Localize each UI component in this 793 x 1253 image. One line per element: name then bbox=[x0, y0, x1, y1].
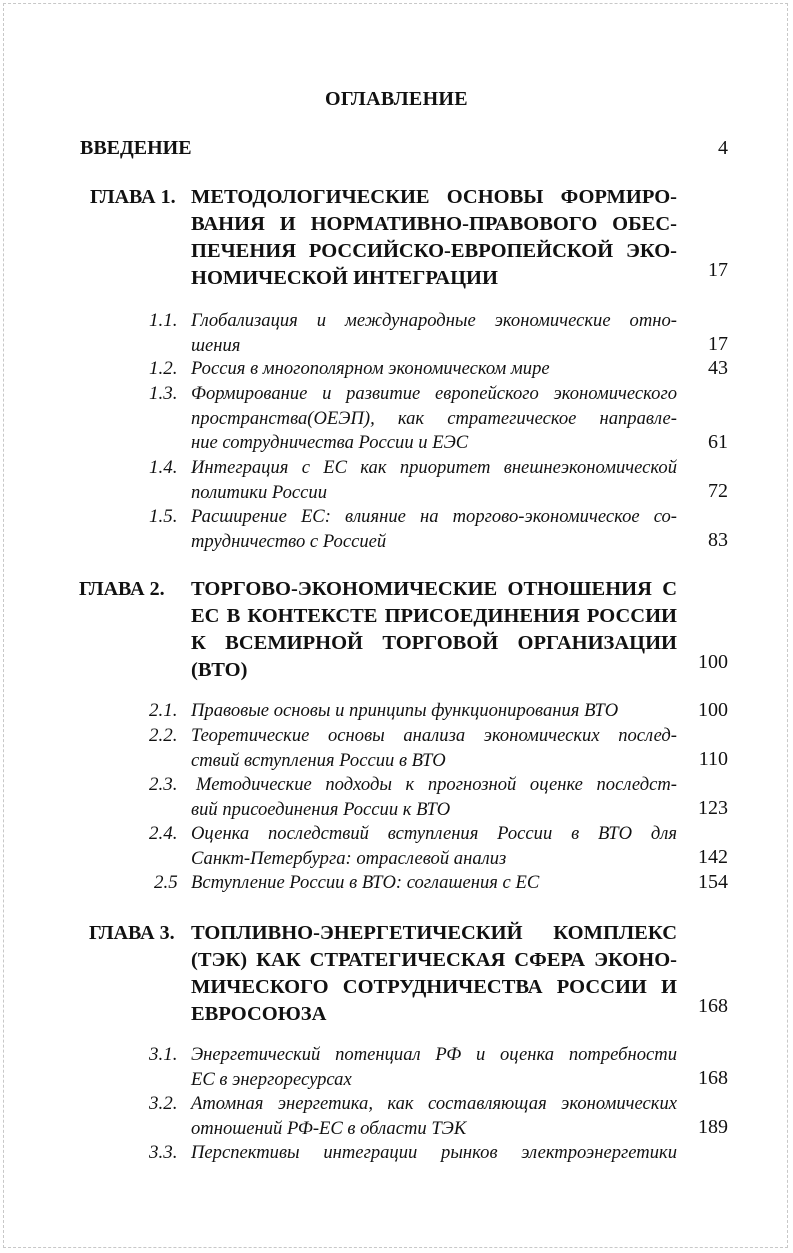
section-number: 2.2. bbox=[149, 725, 178, 746]
section-number: 3.3. bbox=[149, 1142, 178, 1163]
chapter-title-line: (ТЭК) КАК СТРАТЕГИЧЕСКАЯ СФЕРА ЭКОНО- bbox=[191, 949, 677, 971]
section-title bbox=[191, 382, 677, 456]
chapter-title-line: ТОПЛИВНО-ЭНЕРГЕТИЧЕСКИЙ КОМПЛЕКС bbox=[191, 922, 677, 944]
chapter-title-line: К ВСЕМИРНОЙ ТОРГОВОЙ ОРГАНИЗАЦИИ bbox=[191, 632, 677, 654]
chapter-2-label: ГЛАВА 2. bbox=[79, 578, 165, 600]
section-title bbox=[191, 456, 677, 505]
section-title bbox=[191, 822, 677, 871]
section-number: 3.1. bbox=[149, 1044, 178, 1065]
section-title-line: вий присоединения России к ВТО bbox=[191, 798, 451, 820]
section-number: 1.1. bbox=[149, 310, 178, 331]
section-title-line: ствий вступления России в ВТО bbox=[191, 749, 446, 771]
chapter-title-line: МИЧЕСКОГО СОТРУДНИЧЕСТВА РОССИИ И bbox=[191, 976, 677, 998]
section-number: 1.4. bbox=[149, 457, 178, 478]
chapter-title-line: ТОРГОВО-ЭКОНОМИЧЕСКИЕ ОТНОШЕНИЯ С bbox=[191, 578, 677, 600]
section-title bbox=[191, 773, 677, 822]
section-page-number: 168 bbox=[698, 1067, 728, 1089]
section-page-number: 83 bbox=[708, 529, 728, 551]
section-title-line: Россия в многополярном экономическом мире bbox=[191, 358, 550, 379]
chapter-1-label: ГЛАВА 1. bbox=[90, 186, 176, 208]
section-title bbox=[191, 1092, 677, 1141]
page-title: ОГЛАВЛЕНИЕ bbox=[325, 88, 468, 110]
section-page-number: 154 bbox=[698, 871, 728, 893]
section-number: 1.2. bbox=[149, 358, 178, 379]
chapter-title-line: (ВТО) bbox=[191, 659, 248, 681]
chapter-title-line: ЕВРОСОЮЗА bbox=[191, 1003, 327, 1025]
chapter-title-line: ПЕЧЕНИЯ РОССИЙСКО-ЕВРОПЕЙСКОЙ ЭКО- bbox=[191, 240, 677, 262]
section-page-number: 17 bbox=[708, 333, 728, 355]
section-title-line: Методические подходы к прогнозной оценке последст- bbox=[196, 774, 677, 795]
chapter-3-page-number: 168 bbox=[698, 995, 728, 1017]
chapter-3-label: ГЛАВА 3. bbox=[89, 922, 175, 944]
chapter-1-title bbox=[191, 184, 677, 292]
section-title-line: шения bbox=[191, 334, 241, 356]
section-title-line: Теоретические основы анализа экономических послед- bbox=[191, 725, 677, 746]
section-page-number: 142 bbox=[698, 846, 728, 868]
chapter-title-line: ЕС В КОНТЕКСТЕ ПРИСОЕДИНЕНИЯ РОССИИ bbox=[191, 605, 677, 627]
section-title bbox=[191, 505, 677, 554]
section-title bbox=[191, 699, 677, 724]
section-number: 3.2. bbox=[149, 1093, 178, 1114]
section-title-line: Оценка последствий вступления России в ВТО для bbox=[191, 823, 677, 844]
section-number: 2.4. bbox=[149, 823, 178, 844]
section-title-line: ние сотрудничества России и ЕЭС bbox=[191, 432, 469, 453]
chapter-2-page-number: 100 bbox=[698, 651, 728, 673]
chapter-1-page-number: 17 bbox=[708, 259, 728, 281]
section-title-line: Перспективы интеграции рынков электроэнергетики bbox=[191, 1142, 677, 1163]
section-title-line: Расширение ЕС: влияние на торгово-экономическое со- bbox=[191, 506, 677, 527]
section-number: 1.3. bbox=[149, 383, 178, 404]
section-title bbox=[191, 1043, 677, 1092]
chapter-title-line: МЕТОДОЛОГИЧЕСКИЕ ОСНОВЫ ФОРМИРО- bbox=[191, 186, 677, 208]
section-title bbox=[191, 357, 677, 382]
section-page-number: 61 bbox=[708, 431, 728, 453]
section-title-line: политики России bbox=[191, 481, 327, 503]
chapter-title-line: ВАНИЯ И НОРМАТИВНО-ПРАВОВОГО ОБЕС- bbox=[191, 213, 677, 235]
chapter-title-line: НОМИЧЕСКОЙ ИНТЕГРАЦИИ bbox=[191, 267, 498, 289]
section-title-line: Санкт-Петербурга: отраслевой анализ bbox=[191, 847, 507, 869]
section-title-line: пространства(ОЕЭП), как стратегическое направле- bbox=[191, 407, 677, 429]
section-title bbox=[191, 1141, 677, 1166]
section-title-line: Атомная энергетика, как составляющая экономических bbox=[191, 1093, 677, 1114]
section-page-number: 72 bbox=[708, 480, 728, 502]
section-title-line: Глобализация и международные экономические отно- bbox=[191, 310, 677, 331]
section-title-line: Интеграция с ЕС как приоритет внешнеэкономической bbox=[191, 457, 677, 478]
intro-page-number: 4 bbox=[718, 137, 728, 159]
section-number: 2.1. bbox=[149, 700, 178, 721]
section-title bbox=[191, 871, 677, 896]
section-title-line: Правовые основы и принципы функционирования ВТО bbox=[191, 700, 619, 721]
section-title bbox=[191, 309, 677, 358]
section-page-number: 189 bbox=[698, 1116, 728, 1138]
section-title-line: Формирование и развитие европейского экономического bbox=[191, 383, 677, 404]
intro-label: ВВЕДЕНИЕ bbox=[80, 137, 192, 159]
chapter-3-title bbox=[191, 920, 677, 1028]
section-number: 2.5 bbox=[154, 872, 178, 893]
section-number: 2.3. bbox=[149, 774, 178, 795]
chapter-2-title bbox=[191, 576, 677, 684]
section-title-line: Вступление России в ВТО: соглашения с ЕС bbox=[191, 872, 540, 893]
section-page-number: 123 bbox=[698, 797, 728, 819]
section-page-number: 100 bbox=[698, 699, 728, 721]
section-page-number: 110 bbox=[698, 748, 728, 770]
section-page-number: 43 bbox=[708, 357, 728, 379]
section-number: 1.5. bbox=[149, 506, 178, 527]
section-title-line: ЕС в энергоресурсах bbox=[191, 1068, 352, 1090]
section-title-line: Энергетический потенциал РФ и оценка потребности bbox=[191, 1044, 677, 1065]
section-title bbox=[191, 724, 677, 773]
section-title-line: отношений РФ-ЕС в области ТЭК bbox=[191, 1117, 467, 1139]
section-title-line: трудничество с Россией bbox=[191, 530, 387, 552]
